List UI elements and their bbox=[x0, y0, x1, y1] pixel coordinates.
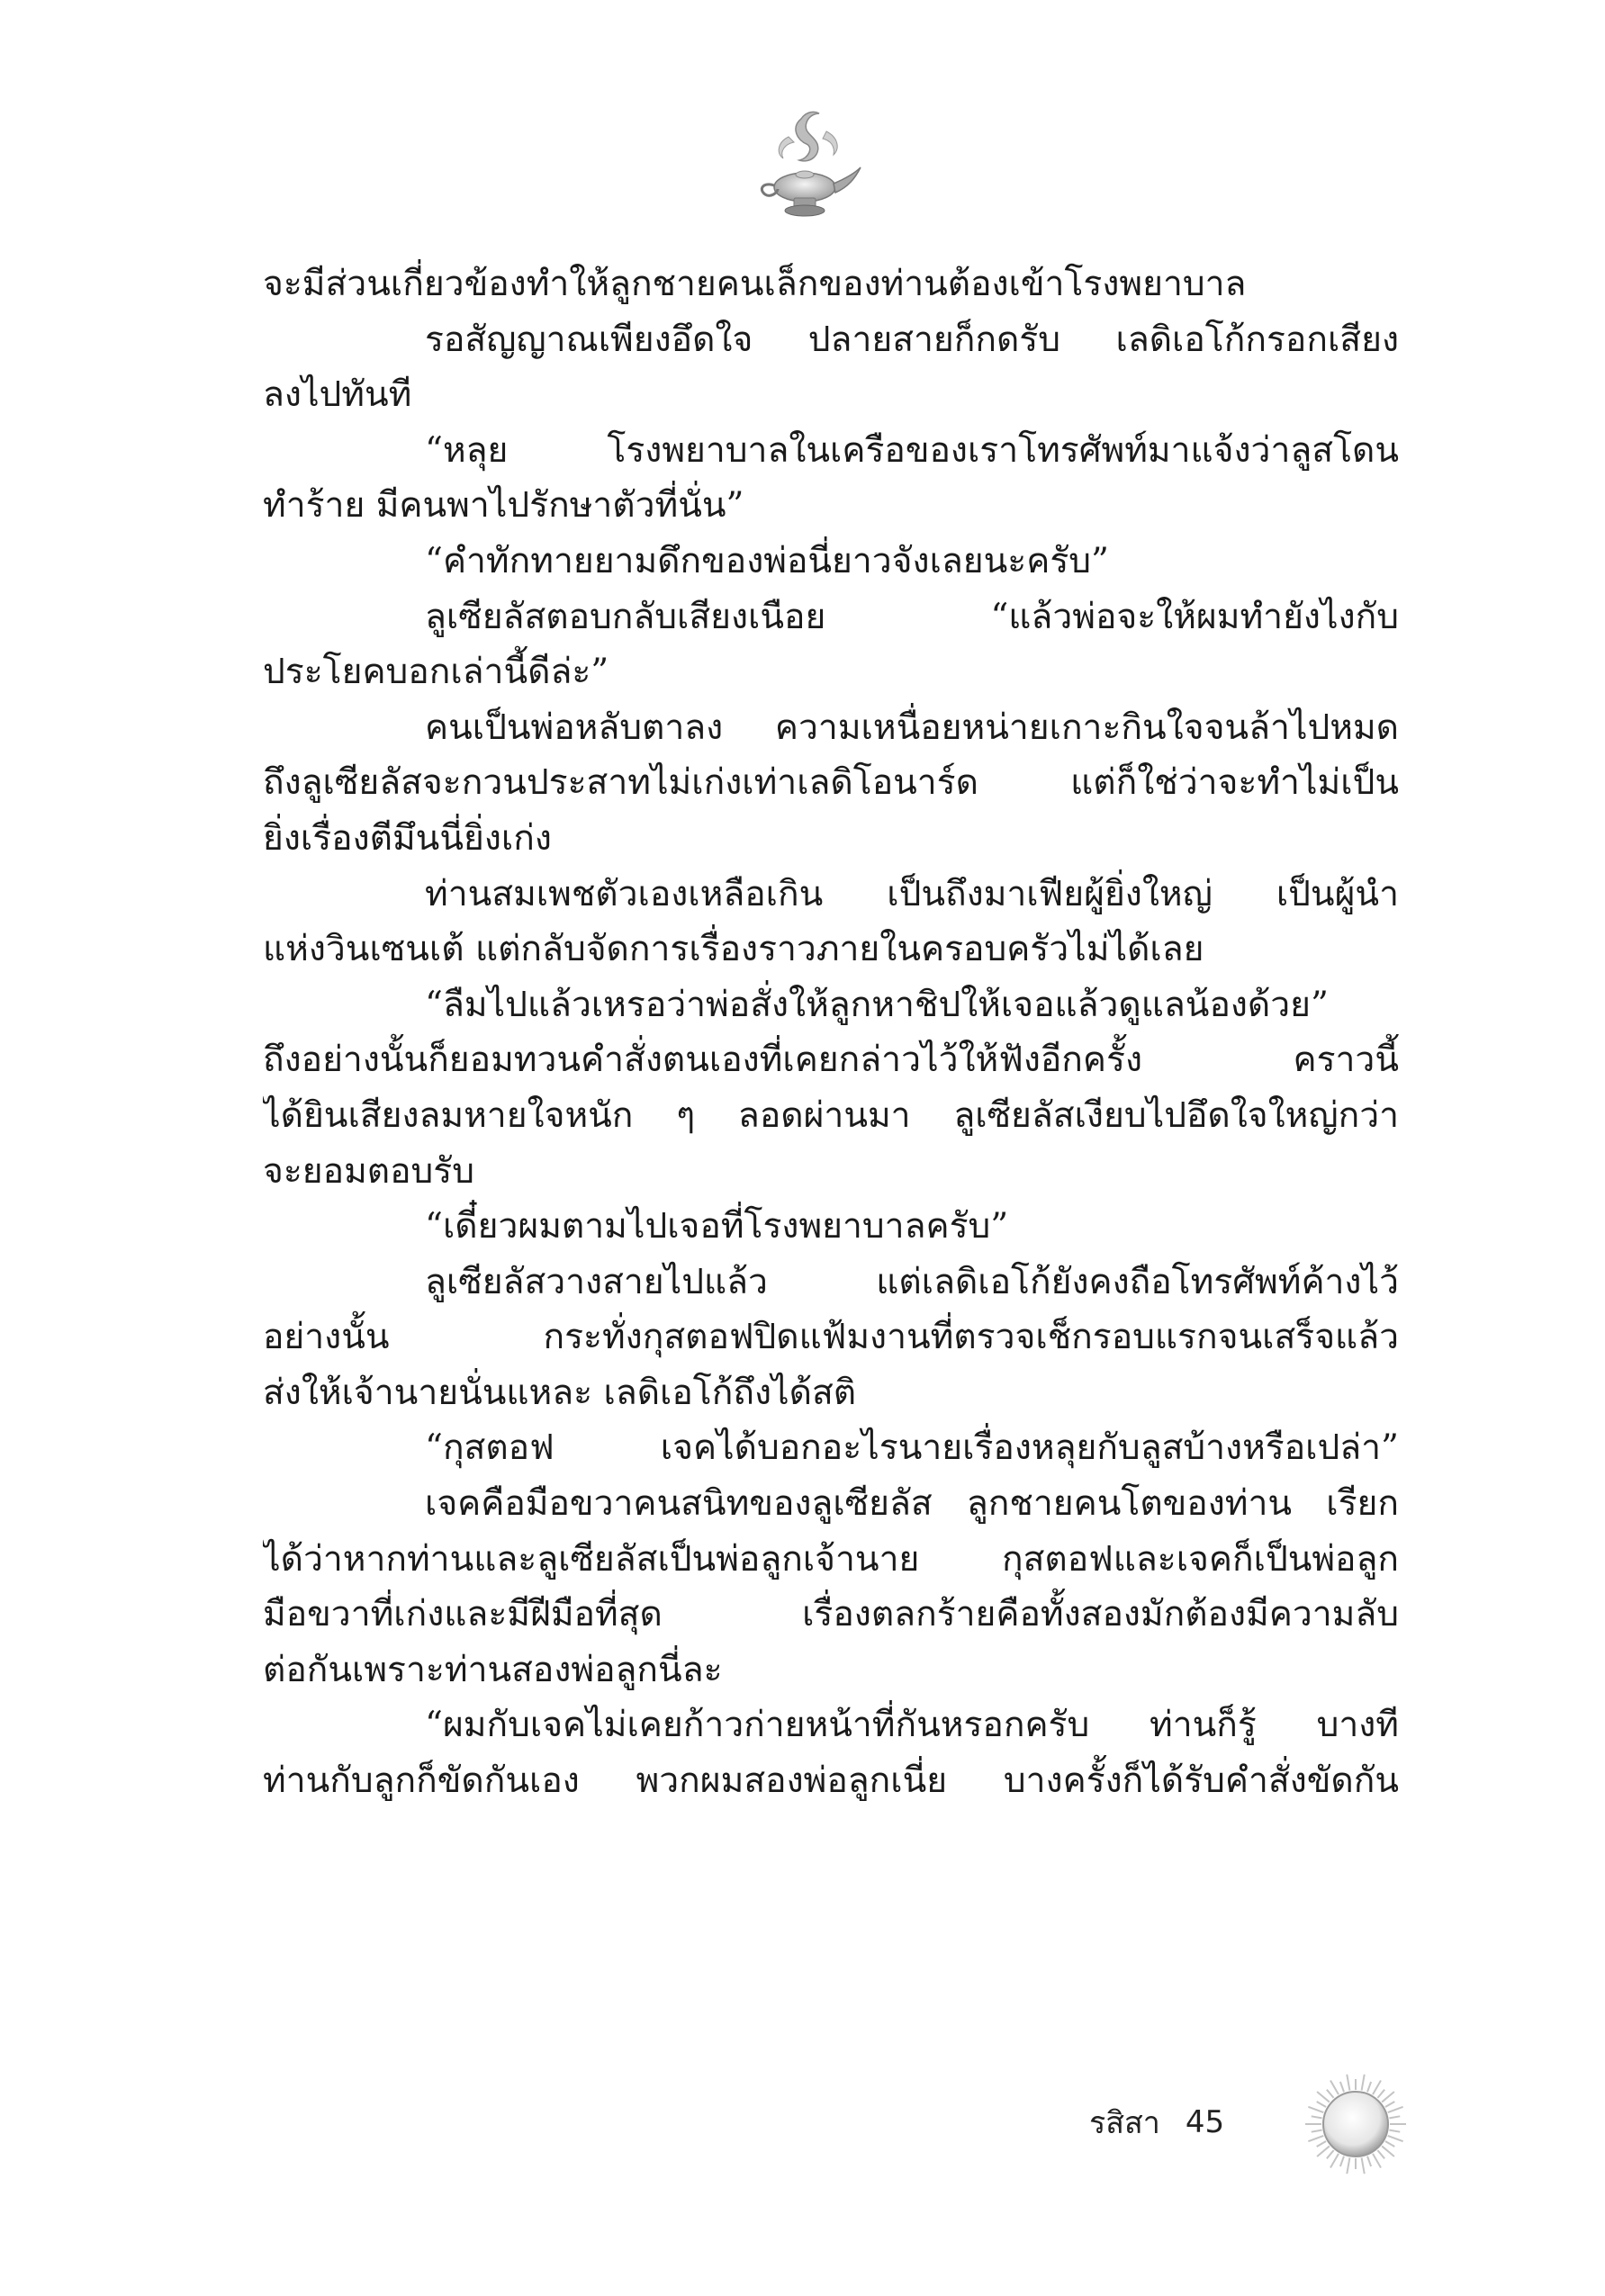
sun-ray bbox=[1373, 2081, 1381, 2095]
text-line: ได้ยินเสียงลมหายใจหนัก ๆ ลอดผ่านมา ลูเซียลัสเงียบไปอึดใจใหญ่กว่า bbox=[263, 1094, 1399, 1136]
text-line: ประโยคบอกเล่านี้ดีล่ะ” bbox=[263, 652, 609, 693]
sun-ray bbox=[1312, 2130, 1322, 2132]
sun-ray bbox=[1347, 2075, 1349, 2091]
text-line: มือขวาที่เก่งและมีฝีมือที่สุด เรื่องตลกร้ายคือทั้งสองมักต้องมีความลับ bbox=[263, 1594, 1399, 1635]
text-line: ท่านกับลูกก็ขัดกันเอง พวกผมสองพ่อลูกเนี่ย บางครั้งก็ได้รับคำสั่งขัดกัน bbox=[263, 1760, 1399, 1802]
text-line: “เดี๋ยวผมตามไปเจอที่โรงพยาบาลครับ” bbox=[425, 1206, 1009, 1247]
sun-ray bbox=[1327, 2090, 1334, 2098]
sun-ray bbox=[1382, 2092, 1394, 2102]
text-line: ลงไปทันที bbox=[263, 374, 412, 416]
text-line: จะมีส่วนเกี่ยวข้องทำให้ลูกชายคนเล็กของท่านต้องเข้าโรงพยาบาล bbox=[263, 264, 1247, 304]
sun-ray bbox=[1330, 2081, 1339, 2095]
text-line: “กุสตอฟ เจคได้บอกอะไรนายเรื่องหลุยกับลูสบ้างหรือเปล่า” bbox=[425, 1427, 1399, 1469]
sun-ray bbox=[1389, 2130, 1400, 2132]
text-line: ลูเซียลัสตอบกลับเสียงเนือย “แล้วพ่อจะให้ผมทำยังไงกับ bbox=[425, 596, 1399, 637]
text-line: ถึงลูเซียลัสจะกวนประสาทไม่เก่งเท่าเลดิโอนาร์ด แต่ก็ใช่ว่าจะทำไม่เป็น bbox=[263, 762, 1399, 804]
text-line: ได้ว่าหากท่านและลูเซียลัสเป็นพ่อลูกเจ้านาย กุสตอฟและเจคก็เป็นพ่อลูก bbox=[263, 1538, 1399, 1580]
text-line: ยิ่งเรื่องตีมึนนี่ยิ่งเก่ง bbox=[263, 817, 552, 859]
text-line: คนเป็นพ่อหลับตาลง ความเหนื่อยหน่ายเกาะกินใจจนล้าไปหมด bbox=[425, 707, 1399, 748]
genie-lamp-icon bbox=[754, 101, 862, 236]
text-line: ท่านสมเพชตัวเองเหลือเกิน เป็นถึงมาเฟียผู้ยิ่งใหญ่ เป็นผู้นำ bbox=[425, 873, 1399, 914]
sun-ray bbox=[1382, 2146, 1394, 2156]
sun-ray bbox=[1330, 2154, 1339, 2168]
footer-page-number: 45 bbox=[1185, 2104, 1225, 2140]
text-line: ทำร้าย มีคนพาไปรักษาตัวที่นั่น” bbox=[263, 485, 744, 527]
text-line: ต่อกันเพราะท่านสองพ่อลูกนี่ละ bbox=[263, 1649, 723, 1690]
sun-ray bbox=[1367, 2156, 1371, 2166]
sun-ray bbox=[1377, 2090, 1384, 2098]
sun-ray bbox=[1377, 2150, 1384, 2158]
sun-ray bbox=[1317, 2141, 1326, 2147]
sun-ray bbox=[1362, 2157, 1365, 2174]
page-footer bbox=[1089, 2095, 1224, 2149]
sun-icon bbox=[1302, 2070, 1410, 2178]
page-body-text bbox=[263, 257, 1399, 1809]
text-line: “ผมกับเจคไม่เคยก้าวก่ายหน้าที่กันหรอกครับ ท่านก็รู้ บางที bbox=[425, 1705, 1399, 1746]
text-line: “หลุย โรงพยาบาลในเครือของเราโทรศัพท์มาแจ้งว่าลูสโดน bbox=[425, 429, 1399, 471]
text-line: “ลืมไปแล้วเหรอว่าพ่อสั่งให้ลูกหาชิปให้เจอแล้วดูแลน้องด้วย” bbox=[425, 984, 1329, 1025]
text-line: ลูเซียลัสวางสายไปแล้ว แต่เลดิเอโก้ยังคงถือโทรศัพท์ค้างไว้ bbox=[425, 1261, 1399, 1302]
sun-ray bbox=[1362, 2075, 1365, 2091]
text-line: เจคคือมือขวาคนสนิทของลูเซียลัส ลูกชายคนโตของท่าน เรียก bbox=[425, 1483, 1399, 1525]
sun-ray bbox=[1389, 2116, 1400, 2118]
sun-ray bbox=[1308, 2107, 1323, 2112]
sun-ray bbox=[1385, 2141, 1394, 2147]
sun-ray bbox=[1367, 2082, 1371, 2092]
sun-ray bbox=[1388, 2136, 1403, 2141]
footer-book-title: รสิสา bbox=[1089, 2105, 1160, 2141]
sun-ray bbox=[1340, 2082, 1344, 2092]
sun-ray bbox=[1317, 2102, 1326, 2107]
sun-ray bbox=[1340, 2156, 1344, 2166]
text-line: แห่งวินเซนเต้ แต่กลับจัดการเรื่องราวภายในครอบครัวไม่ได้เลย bbox=[263, 929, 1204, 970]
sun-ray bbox=[1327, 2150, 1334, 2158]
text-line: ส่งให้เจ้านายนั่นแหละ เลดิเอโก้ถึงได้สติ bbox=[263, 1372, 857, 1413]
sun-ray bbox=[1373, 2154, 1381, 2168]
sun-ray bbox=[1317, 2092, 1330, 2102]
sun-ray bbox=[1308, 2136, 1323, 2141]
sun-ray bbox=[1312, 2116, 1322, 2118]
text-line: อย่างนั้น กระทั่งกุสตอฟปิดแฟ้มงานที่ตรวจเช็กรอบแรกจนเสร็จแล้ว bbox=[263, 1317, 1399, 1358]
sun-ray bbox=[1385, 2102, 1394, 2107]
sun-ray bbox=[1317, 2146, 1330, 2156]
text-line: จะยอมตอบรับ bbox=[263, 1150, 474, 1192]
sun-ray bbox=[1347, 2157, 1349, 2174]
text-line: ถึงอย่างนั้นก็ยอมทวนคำสั่งตนเองที่เคยกล่าวไว้ให้ฟังอีกครั้ง คราวนี้ bbox=[263, 1040, 1399, 1081]
text-line: “คำทักทายยามดึกของพ่อนี่ยาวจังเลยนะครับ” bbox=[425, 540, 1109, 581]
text-line: รอสัญญาณเพียงอึดใจ ปลายสายก็กดรับ เลดิเอโก้กรอกเสียง bbox=[425, 319, 1399, 360]
sun-ray bbox=[1388, 2107, 1403, 2112]
